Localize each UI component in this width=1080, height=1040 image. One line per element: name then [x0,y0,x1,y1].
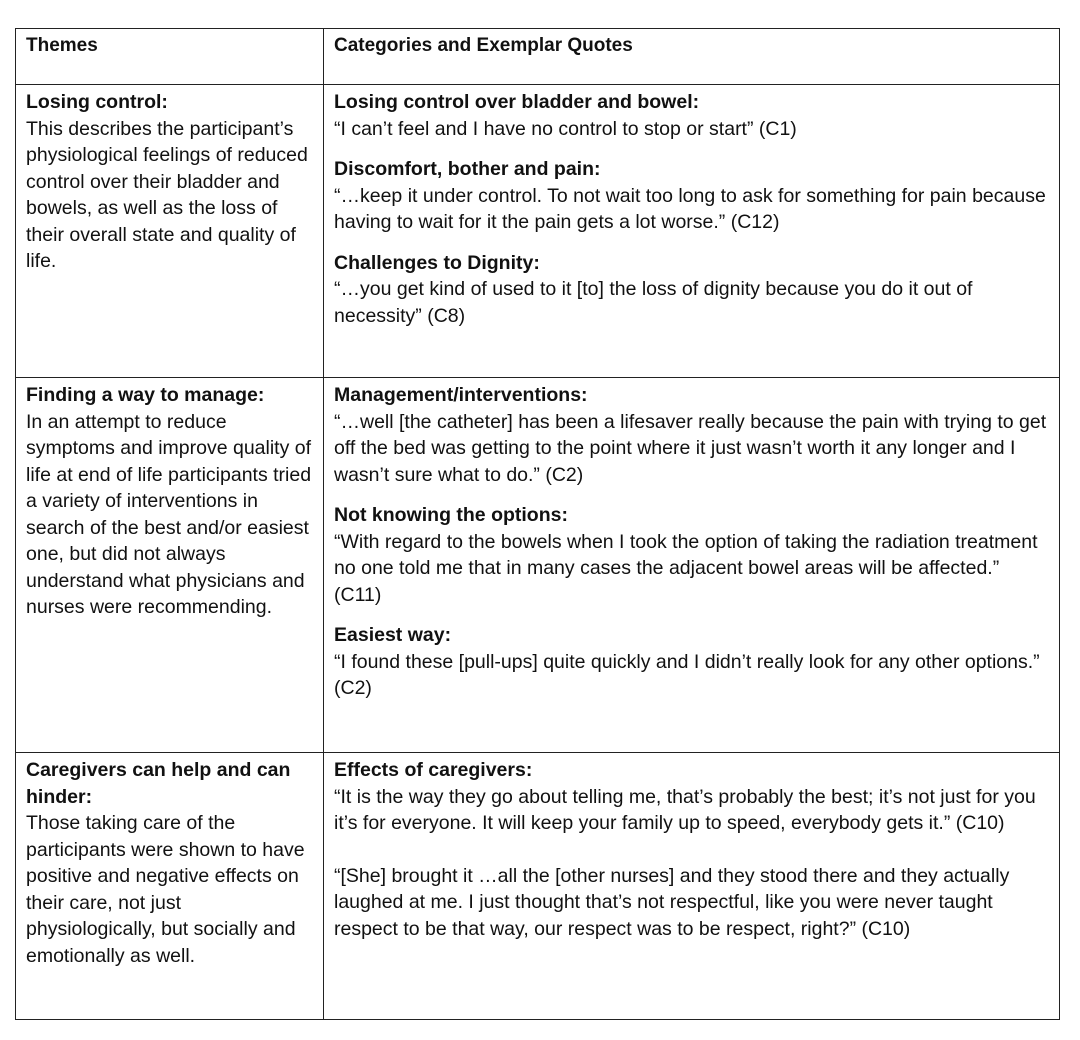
category-block [334,502,1049,608]
exemplar-quote: “I found these [pull-ups] quite quickly and I didn’t really look for any other options.” (C2) [334,650,1040,699]
categories-cell [324,378,1060,753]
theme-description: In an attempt to reduce symptoms and improve quality of life at end of life participants tried a variety of interventions in search of the best and/or easiest one, but did not always understand what physicians and nurses were recommending. [26,410,312,618]
themes-table [15,28,1060,1020]
category-block [334,156,1049,236]
category-title: Challenges to Dignity: [334,251,540,274]
theme-cell [16,753,324,1020]
categories-cell [324,85,1060,378]
theme-cell [16,85,324,378]
category-block [334,382,1049,488]
header-themes: Themes [16,29,324,85]
category-block [334,622,1049,702]
exemplar-quote: “I can’t feel and I have no control to stop or start” (C1) [334,117,797,140]
category-title: Effects of caregivers: [334,759,533,781]
exemplar-quote: “…keep it under control. To not wait too long to ask for something for pain because having to wait for it the pain gets a lot worse.” (C12) [334,184,1046,233]
table-row [16,378,1060,753]
categories-cell [324,753,1060,1020]
header-categories: Categories and Exemplar Quotes [324,29,1060,85]
category-title: Discomfort, bother and pain: [334,158,601,180]
theme-title: Losing control: [26,91,168,113]
exemplar-quote: “…you get kind of used to it [to] the loss of dignity because you do it out of necessity” (C8) [334,278,973,327]
category-block [334,250,1049,330]
table-header-row [16,29,1060,85]
table-row [16,85,1060,378]
category-block [334,89,1049,142]
theme-cell [16,378,324,753]
theme-title: Caregivers can help and can hinder: [26,759,291,808]
category-title: Management/interventions: [334,384,588,406]
exemplar-quote: “…well [the catheter] has been a lifesaver really because the pain with trying to get off the bed was getting to the point where it just wasn’t worth it any longer and I wasn’t sure what to do.” (C2) [334,410,1047,486]
category-block [334,757,1049,942]
exemplar-quote: “With regard to the bowels when I took the option of taking the radiation treatment no one told me that in many cases the adjacent bowel areas will be affected.” (C11) [334,530,1038,606]
exemplar-quote: “It is the way they go about telling me, that’s probably the best; it’s not just for you it’s for everyone. It will keep your family up to speed, everybody gets it.” (C10) [334,785,1036,834]
table-row [16,753,1060,1020]
theme-description: Those taking care of the participants were shown to have positive and negative effects on their care, not just physiologically, but socially and emotionally as well. [26,812,305,967]
theme-title: Finding a way to manage: [26,384,265,406]
category-title: Easiest way: [334,624,452,646]
exemplar-quote: “[She] brought it …all the [other nurses] and they stood there and they actually laughed at me. I just thought that’s not respectful, like you were never taught respect to be that way, our respect was to be respect, right?” (C10) [334,864,1010,940]
category-title: Not knowing the options: [334,504,568,526]
category-title: Losing control over bladder and bowel: [334,91,700,113]
theme-description: This describes the participant’s physiological feelings of reduced control over their bladder and bowels, as well as the loss of their overall state and quality of life. [26,117,308,272]
